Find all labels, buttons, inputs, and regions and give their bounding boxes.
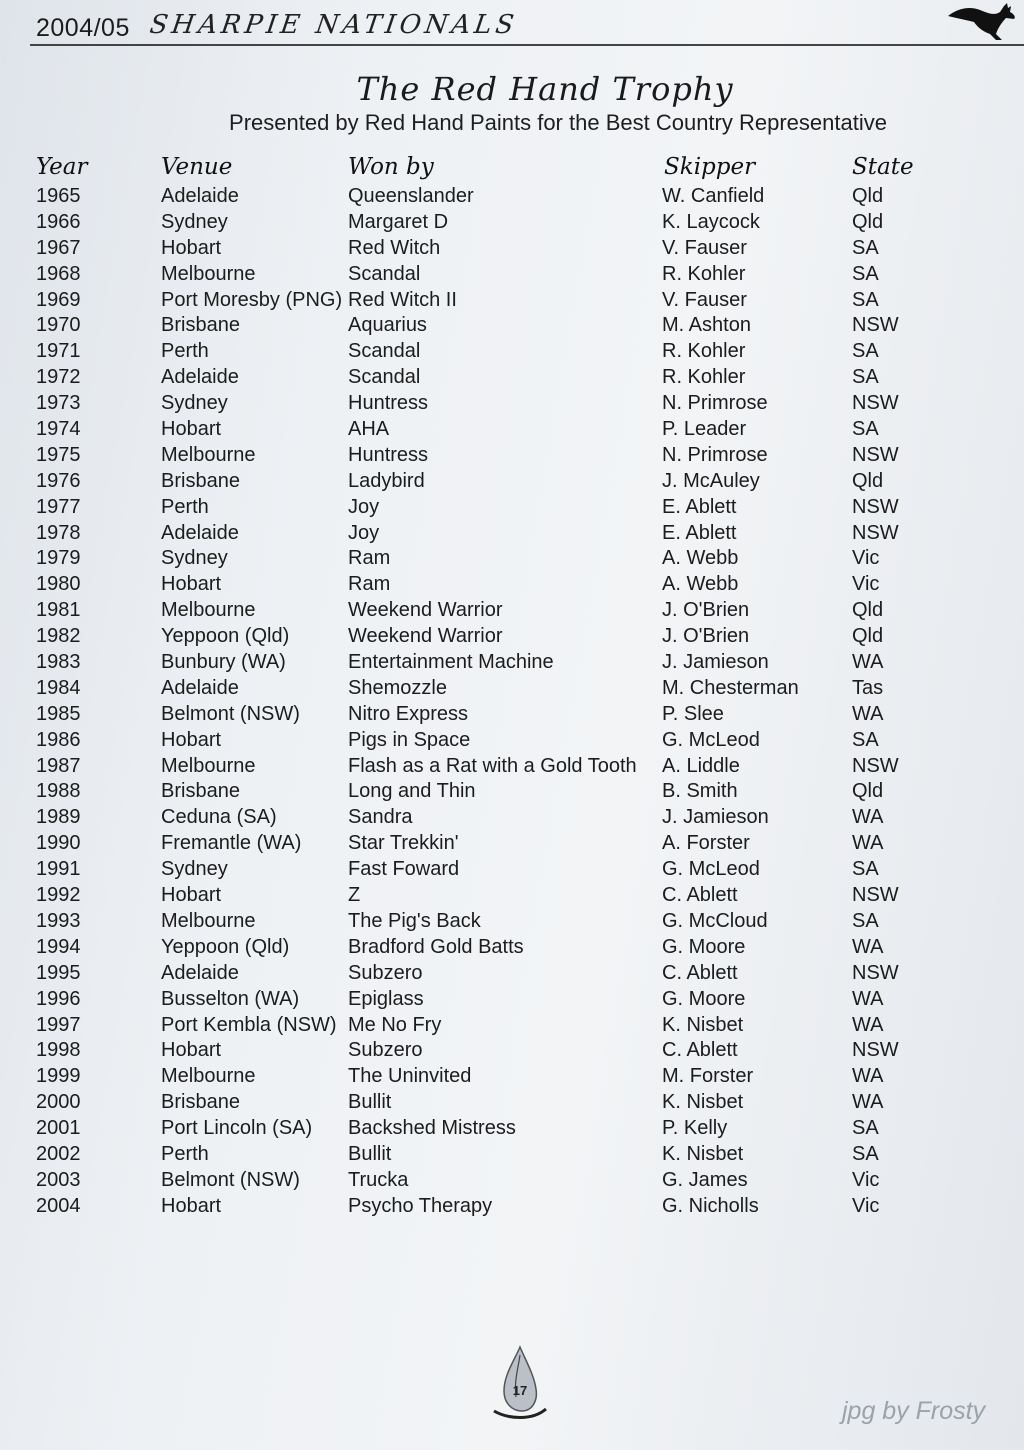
year-cell: 1987	[36, 754, 81, 777]
year-cell: 1981	[36, 599, 81, 622]
state-cell: NSW	[852, 521, 899, 544]
year-cell: 1970	[36, 314, 81, 337]
skipper-cell: C. Ablett	[662, 961, 738, 984]
venue-cell: Ceduna (SA)	[161, 806, 277, 829]
state-cell: WA	[852, 935, 884, 958]
won-by-cell: Star Trekkin'	[348, 832, 459, 855]
year-cell: 1992	[36, 884, 81, 907]
venue-cell: Melbourne	[161, 1065, 256, 1088]
table-row	[0, 571, 1024, 597]
won-by-cell: Nitro Express	[348, 702, 469, 725]
year-cell: 1973	[36, 392, 81, 415]
trophy-subtitle: Presented by Red Hand Paints for the Best Country Representative	[229, 110, 887, 135]
table-row	[0, 778, 1024, 804]
venue-cell: Busselton (WA)	[161, 987, 300, 1010]
won-by-cell: Red Witch II	[348, 288, 457, 311]
skipper-cell: G. McLeod	[662, 728, 760, 751]
year-cell: 1979	[36, 547, 81, 570]
won-by-cell: Bradford Gold Batts	[348, 935, 524, 958]
won-by-cell: Joy	[348, 521, 380, 544]
skipper-cell: C. Ablett	[662, 1039, 738, 1062]
won-by-cell: Backshed Mistress	[348, 1117, 516, 1140]
state-cell: Tas	[852, 676, 884, 699]
skipper-cell: P. Kelly	[662, 1117, 728, 1140]
skipper-cell: N. Primrose	[662, 392, 768, 415]
won-by-cell: Joy	[348, 495, 380, 518]
table-row	[0, 1089, 1024, 1115]
winners-table	[0, 183, 1024, 1219]
won-by-cell: Queenslander	[348, 185, 474, 207]
skipper-cell: K. Nisbet	[662, 1013, 744, 1036]
venue-cell: Port Moresby (PNG)	[161, 288, 343, 311]
won-by-cell: Huntress	[348, 443, 429, 466]
won-by-cell: Ram	[348, 573, 391, 596]
table-row	[0, 494, 1024, 520]
state-cell: SA	[852, 418, 879, 441]
year-cell: 1967	[36, 236, 81, 259]
year-cell: 1998	[36, 1039, 81, 1062]
year-cell: 1990	[36, 832, 81, 855]
won-by-cell: Scandal	[348, 366, 421, 389]
year-cell: 1977	[36, 495, 81, 518]
state-cell: WA	[852, 806, 884, 829]
state-cell: SA	[852, 858, 879, 881]
year-cell: 1980	[36, 573, 81, 596]
watermark: jpg by Frosty	[842, 1397, 986, 1425]
year-cell: 2004	[36, 1194, 81, 1217]
venue-cell: Sydney	[161, 858, 228, 881]
skipper-cell: C. Ablett	[662, 884, 738, 907]
state-cell: NSW	[852, 884, 899, 907]
skipper-cell: A. Liddle	[662, 754, 740, 777]
table-row	[0, 675, 1024, 701]
state-cell: Vic	[852, 573, 880, 596]
venue-cell: Hobart	[161, 728, 222, 751]
year-cell: 2001	[36, 1117, 81, 1140]
table-row	[0, 545, 1024, 571]
table-row	[0, 364, 1024, 390]
year-cell: 1965	[36, 185, 81, 207]
table-row	[0, 753, 1024, 779]
won-by-cell: Red Witch	[348, 236, 441, 259]
table-row	[0, 1012, 1024, 1038]
won-by-cell: Scandal	[348, 262, 421, 285]
table-row	[0, 390, 1024, 416]
table-row	[0, 701, 1024, 727]
won-by-cell: Bullit	[348, 1142, 392, 1165]
venue-cell: Sydney	[161, 547, 228, 570]
venue-cell: Adelaide	[161, 521, 239, 544]
year-cell: 1982	[36, 625, 81, 648]
venue-cell: Bunbury (WA)	[161, 651, 286, 674]
table-row	[0, 442, 1024, 468]
venue-cell: Melbourne	[161, 754, 256, 777]
column-header-year: Year	[36, 154, 88, 180]
state-cell: Qld	[852, 780, 884, 803]
trophy-title: The Red Hand Trophy	[356, 70, 734, 108]
state-cell: NSW	[852, 1039, 899, 1062]
state-cell: SA	[852, 1142, 879, 1165]
skipper-cell: J. Jamieson	[662, 806, 769, 829]
venue-cell: Adelaide	[161, 676, 239, 699]
won-by-cell: Weekend Warrior	[348, 625, 503, 648]
skipper-cell: K. Nisbet	[662, 1091, 744, 1114]
state-cell: SA	[852, 728, 879, 751]
kangaroo-icon	[944, 0, 1020, 46]
table-row	[0, 261, 1024, 287]
state-cell: SA	[852, 288, 879, 311]
year-cell: 1983	[36, 651, 81, 674]
table-row	[0, 520, 1024, 546]
skipper-cell: G. McLeod	[662, 858, 760, 881]
skipper-cell: R. Kohler	[662, 340, 746, 363]
won-by-cell: AHA	[348, 418, 390, 441]
skipper-cell: J. O'Brien	[662, 625, 750, 648]
state-cell: Qld	[852, 599, 884, 622]
skipper-cell: M. Ashton	[662, 314, 751, 337]
skipper-cell: G. Moore	[662, 935, 746, 958]
skipper-cell: J. Jamieson	[662, 651, 769, 674]
state-cell: SA	[852, 236, 879, 259]
won-by-cell: Epiglass	[348, 987, 424, 1010]
table-row	[0, 623, 1024, 649]
table-row	[0, 1167, 1024, 1193]
won-by-cell: Subzero	[348, 961, 423, 984]
venue-cell: Melbourne	[161, 909, 256, 932]
year-cell: 1976	[36, 469, 81, 492]
table-row	[0, 416, 1024, 442]
state-cell: Vic	[852, 1168, 880, 1191]
venue-cell: Hobart	[161, 236, 222, 259]
year-cell: 1985	[36, 702, 81, 725]
column-header-state: State	[852, 154, 914, 180]
won-by-cell: Shemozzle	[348, 676, 447, 699]
table-row	[0, 1141, 1024, 1167]
year-cell: 1986	[36, 728, 81, 751]
state-cell: WA	[852, 1065, 884, 1088]
column-header-won-by: Won by	[348, 154, 434, 180]
won-by-cell: Trucka	[348, 1168, 409, 1191]
table-row	[0, 468, 1024, 494]
won-by-cell: The Pig's Back	[348, 909, 481, 932]
skipper-cell: G. Nicholls	[662, 1194, 759, 1217]
table-row	[0, 960, 1024, 986]
skipper-cell: A. Webb	[662, 547, 739, 570]
won-by-cell: Z	[348, 884, 361, 907]
won-by-cell: Sandra	[348, 806, 413, 829]
state-cell: NSW	[852, 443, 899, 466]
venue-cell: Belmont (NSW)	[161, 702, 300, 725]
year-cell: 1988	[36, 780, 81, 803]
venue-cell: Adelaide	[161, 366, 239, 389]
page-number: 17	[512, 1383, 528, 1398]
venue-cell: Hobart	[161, 573, 222, 596]
venue-cell: Melbourne	[161, 443, 256, 466]
year-cell: 1989	[36, 806, 81, 829]
state-cell: Qld	[852, 185, 884, 207]
table-row	[0, 597, 1024, 623]
table-row	[0, 287, 1024, 313]
skipper-cell: A. Webb	[662, 573, 739, 596]
state-cell: SA	[852, 909, 879, 932]
year-cell: 1975	[36, 443, 81, 466]
won-by-cell: Psycho Therapy	[348, 1194, 493, 1217]
venue-cell: Melbourne	[161, 599, 256, 622]
skipper-cell: J. McAuley	[662, 469, 760, 492]
won-by-cell: Margaret D	[348, 210, 449, 233]
won-by-cell: Ram	[348, 547, 391, 570]
skipper-cell: R. Kohler	[662, 366, 746, 389]
table-row	[0, 856, 1024, 882]
state-cell: WA	[852, 832, 884, 855]
won-by-cell: Weekend Warrior	[348, 599, 503, 622]
header-rule	[30, 44, 1024, 46]
year-cell: 1984	[36, 676, 81, 699]
venue-cell: Brisbane	[161, 314, 240, 337]
table-row	[0, 209, 1024, 235]
skipper-cell: M. Forster	[662, 1065, 754, 1088]
year-cell: 1974	[36, 418, 81, 441]
skipper-cell: G. Moore	[662, 987, 746, 1010]
skipper-cell: A. Forster	[662, 832, 750, 855]
venue-cell: Hobart	[161, 884, 222, 907]
venue-cell: Port Kembla (NSW)	[161, 1013, 337, 1036]
skipper-cell: J. O'Brien	[662, 599, 750, 622]
venue-cell: Sydney	[161, 210, 228, 233]
venue-cell: Yeppoon (Qld)	[161, 935, 290, 958]
skipper-cell: V. Fauser	[662, 236, 747, 259]
table-row	[0, 727, 1024, 753]
table-row	[0, 1115, 1024, 1141]
year-cell: 1999	[36, 1065, 81, 1088]
state-cell: SA	[852, 262, 879, 285]
state-cell: WA	[852, 1013, 884, 1036]
won-by-cell: Flash as a Rat with a Gold Tooth	[348, 754, 637, 777]
state-cell: Vic	[852, 1194, 880, 1217]
table-row	[0, 183, 1024, 209]
skipper-cell: E. Ablett	[662, 521, 737, 544]
skipper-cell: R. Kohler	[662, 262, 746, 285]
table-row	[0, 908, 1024, 934]
venue-cell: Brisbane	[161, 780, 240, 803]
table-row	[0, 338, 1024, 364]
table-row	[0, 934, 1024, 960]
venue-cell: Perth	[161, 1142, 209, 1165]
year-cell: 2003	[36, 1168, 81, 1191]
state-cell: Qld	[852, 210, 884, 233]
state-cell: NSW	[852, 961, 899, 984]
year-cell: 1971	[36, 340, 81, 363]
won-by-cell: Me No Fry	[348, 1013, 442, 1036]
venue-cell: Perth	[161, 340, 209, 363]
state-cell: WA	[852, 702, 884, 725]
venue-cell: Hobart	[161, 1194, 222, 1217]
table-row	[0, 649, 1024, 675]
state-cell: NSW	[852, 495, 899, 518]
won-by-cell: Aquarius	[348, 314, 427, 337]
header-title: SHARPIE NATIONALS	[147, 10, 520, 40]
won-by-cell: Huntress	[348, 392, 429, 415]
table-row	[0, 235, 1024, 261]
venue-cell: Brisbane	[161, 1091, 240, 1114]
table-row	[0, 1193, 1024, 1219]
table-row	[0, 1037, 1024, 1063]
year-cell: 1996	[36, 987, 81, 1010]
skipper-cell: P. Slee	[662, 702, 724, 725]
year-cell: 1997	[36, 1013, 81, 1036]
skipper-cell: K. Nisbet	[662, 1142, 744, 1165]
won-by-cell: Scandal	[348, 340, 421, 363]
year-cell: 1969	[36, 288, 81, 311]
skipper-cell: V. Fauser	[662, 288, 747, 311]
table-row	[0, 882, 1024, 908]
venue-cell: Port Lincoln (SA)	[161, 1117, 313, 1140]
state-cell: NSW	[852, 314, 899, 337]
header-year: 2004/05	[36, 14, 130, 42]
won-by-cell: Long and Thin	[348, 780, 476, 803]
won-by-cell: Fast Foward	[348, 858, 460, 881]
won-by-cell: Subzero	[348, 1039, 423, 1062]
state-cell: SA	[852, 1117, 879, 1140]
won-by-cell: Pigs in Space	[348, 728, 471, 751]
venue-cell: Adelaide	[161, 185, 239, 207]
won-by-cell: Ladybird	[348, 469, 425, 492]
venue-cell: Fremantle (WA)	[161, 832, 302, 855]
skipper-cell: K. Laycock	[662, 210, 760, 233]
table-row	[0, 1063, 1024, 1089]
won-by-cell: The Uninvited	[348, 1065, 472, 1088]
skipper-cell: G. James	[662, 1168, 748, 1191]
state-cell: Qld	[852, 625, 884, 648]
venue-cell: Yeppoon (Qld)	[161, 625, 290, 648]
state-cell: WA	[852, 651, 884, 674]
year-cell: 1993	[36, 909, 81, 932]
venue-cell: Sydney	[161, 392, 228, 415]
skipper-cell: N. Primrose	[662, 443, 768, 466]
won-by-cell: Bullit	[348, 1091, 392, 1114]
skipper-cell: E. Ablett	[662, 495, 737, 518]
state-cell: Qld	[852, 469, 884, 492]
won-by-cell: Entertainment Machine	[348, 651, 554, 674]
state-cell: NSW	[852, 392, 899, 415]
venue-cell: Brisbane	[161, 469, 240, 492]
year-cell: 1972	[36, 366, 81, 389]
year-cell: 1991	[36, 858, 81, 881]
year-cell: 1995	[36, 961, 81, 984]
state-cell: SA	[852, 366, 879, 389]
skipper-cell: P. Leader	[662, 418, 747, 441]
venue-cell: Hobart	[161, 418, 222, 441]
year-cell: 1978	[36, 521, 81, 544]
venue-cell: Belmont (NSW)	[161, 1168, 300, 1191]
venue-cell: Melbourne	[161, 262, 256, 285]
skipper-cell: W. Canfield	[662, 185, 765, 207]
table-row	[0, 312, 1024, 338]
year-cell: 2002	[36, 1142, 81, 1165]
state-cell: Vic	[852, 547, 880, 570]
table-row	[0, 986, 1024, 1012]
column-header-venue: Venue	[161, 154, 233, 180]
year-cell: 1968	[36, 262, 81, 285]
skipper-cell: B. Smith	[662, 780, 738, 803]
state-cell: WA	[852, 1091, 884, 1114]
state-cell: WA	[852, 987, 884, 1010]
venue-cell: Perth	[161, 495, 209, 518]
year-cell: 2000	[36, 1091, 81, 1114]
state-cell: NSW	[852, 754, 899, 777]
venue-cell: Hobart	[161, 1039, 222, 1062]
skipper-cell: M. Chesterman	[662, 676, 799, 699]
year-cell: 1994	[36, 935, 81, 958]
table-row	[0, 804, 1024, 830]
venue-cell: Adelaide	[161, 961, 239, 984]
state-cell: SA	[852, 340, 879, 363]
column-header-skipper: Skipper	[664, 154, 756, 180]
skipper-cell: G. McCloud	[662, 909, 768, 932]
year-cell: 1966	[36, 210, 81, 233]
table-row	[0, 830, 1024, 856]
